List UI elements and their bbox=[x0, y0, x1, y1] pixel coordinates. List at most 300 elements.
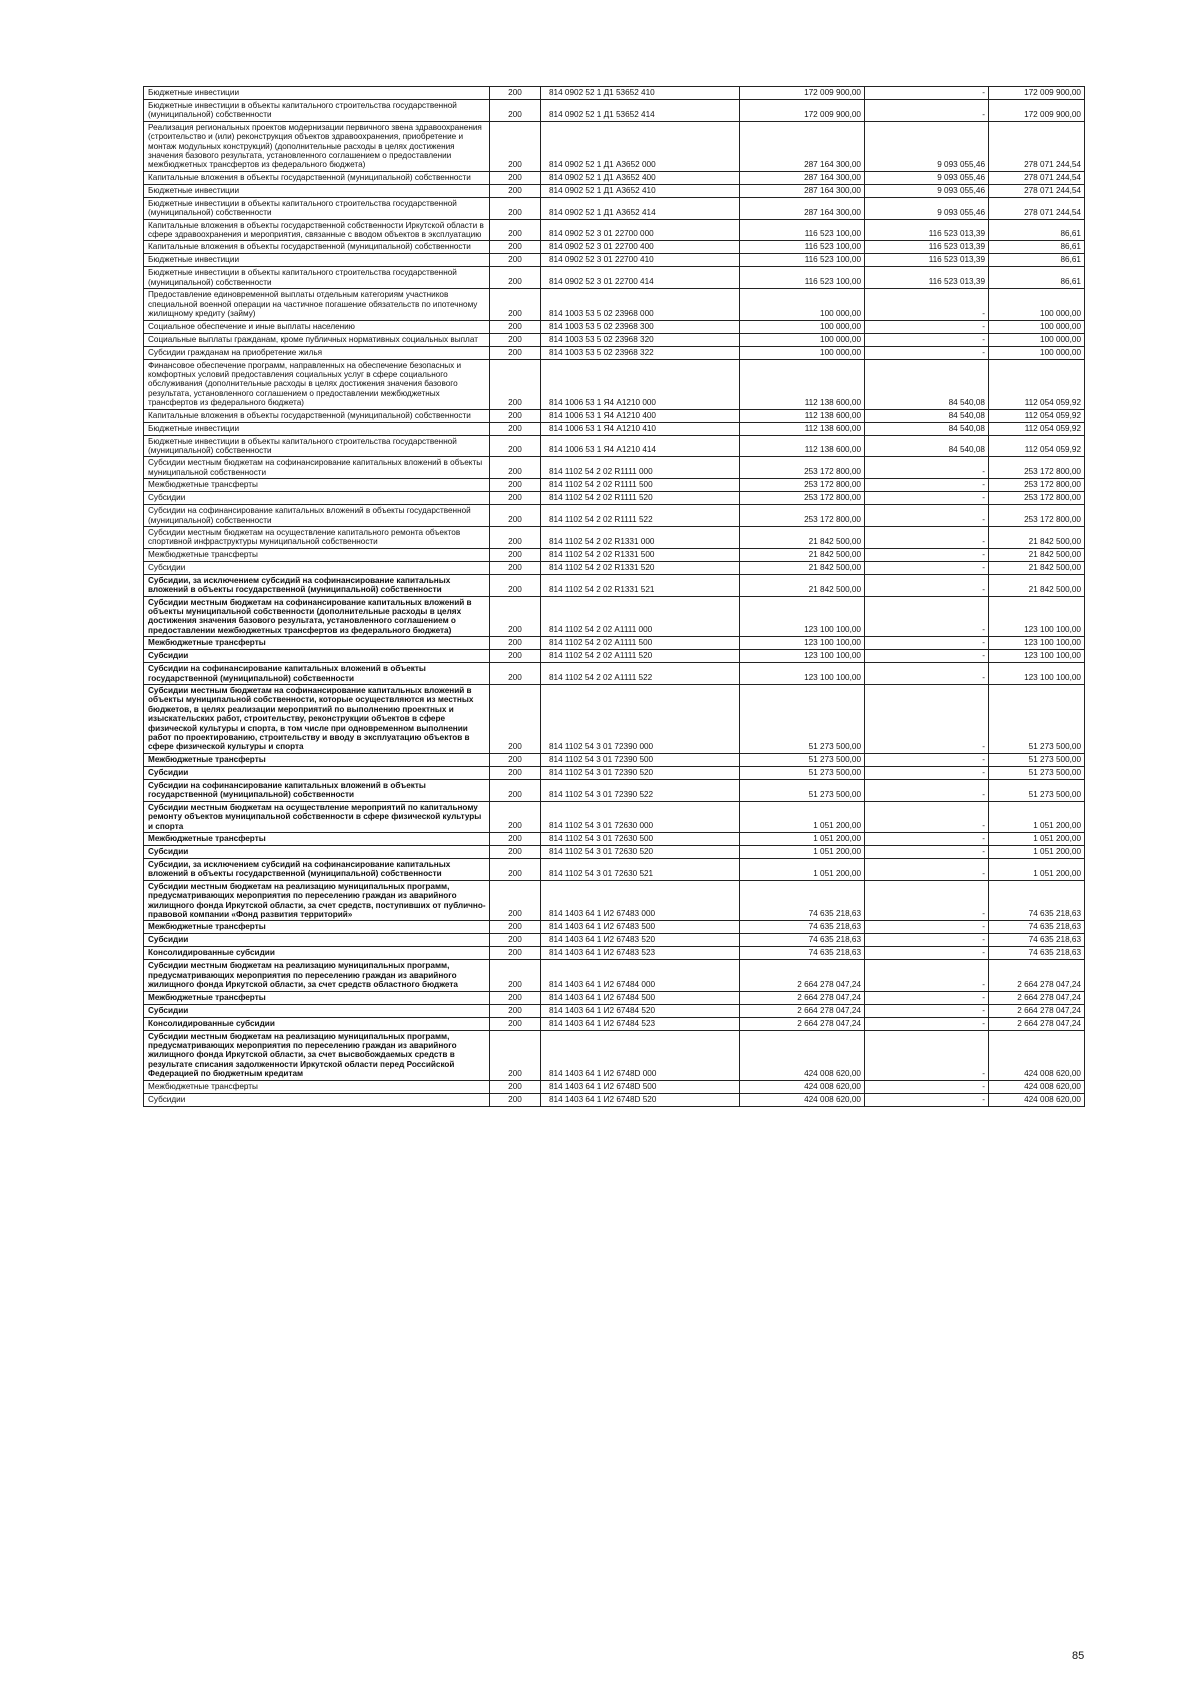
row-admin-code-cell: 200 bbox=[490, 320, 541, 333]
row-approved-amount-cell: 21 842 500,00 bbox=[740, 561, 865, 574]
row-admin-code-cell: 200 bbox=[490, 548, 541, 561]
table-row bbox=[144, 596, 1085, 637]
row-unexecuted-amount-cell: 100 000,00 bbox=[989, 289, 1085, 320]
row-admin-code-cell: 200 bbox=[490, 87, 541, 100]
table-row bbox=[144, 548, 1085, 561]
row-budget-code-cell: 814 1006 53 1 Я4 А1210 000 bbox=[541, 359, 740, 409]
row-budget-code-cell: 814 1403 64 1 И2 67483 500 bbox=[541, 921, 740, 934]
row-admin-code-cell: 200 bbox=[490, 685, 541, 754]
row-admin-code-cell: 200 bbox=[490, 457, 541, 479]
row-budget-code-cell: 814 1102 54 3 01 72630 500 bbox=[541, 832, 740, 845]
row-admin-code-cell: 200 bbox=[490, 409, 541, 422]
row-executed-amount-cell: - bbox=[865, 505, 989, 527]
row-budget-code-cell: 814 1403 64 1 И2 6748D 520 bbox=[541, 1093, 740, 1106]
row-budget-code-cell: 814 1403 64 1 И2 67483 523 bbox=[541, 947, 740, 960]
table-row bbox=[144, 921, 1085, 934]
table-row bbox=[144, 845, 1085, 858]
row-executed-amount-cell: 84 540,08 bbox=[865, 409, 989, 422]
row-budget-code-cell: 814 1102 54 2 02 А1111 500 bbox=[541, 637, 740, 650]
row-budget-code-cell: 814 0902 52 1 Д1 А3652 414 bbox=[541, 197, 740, 219]
row-budget-code-cell: 814 1102 54 2 02 R1331 520 bbox=[541, 561, 740, 574]
row-executed-amount-cell: - bbox=[865, 333, 989, 346]
row-budget-code-cell: 814 1102 54 3 01 72390 522 bbox=[541, 779, 740, 801]
row-budget-code-cell: 814 1403 64 1 И2 67483 000 bbox=[541, 880, 740, 921]
row-approved-amount-cell: 253 172 800,00 bbox=[740, 479, 865, 492]
row-unexecuted-amount-cell: 278 071 244,54 bbox=[989, 184, 1085, 197]
row-unexecuted-amount-cell: 253 172 800,00 bbox=[989, 457, 1085, 479]
row-unexecuted-amount-cell: 424 008 620,00 bbox=[989, 1093, 1085, 1106]
row-admin-code-cell: 200 bbox=[490, 289, 541, 320]
row-approved-amount-cell: 123 100 100,00 bbox=[740, 596, 865, 637]
row-name-cell: Межбюджетные трансферты bbox=[144, 548, 490, 561]
row-approved-amount-cell: 21 842 500,00 bbox=[740, 574, 865, 596]
row-executed-amount-cell: 9 093 055,46 bbox=[865, 171, 989, 184]
row-unexecuted-amount-cell: 2 664 278 047,24 bbox=[989, 1017, 1085, 1030]
table-row bbox=[144, 991, 1085, 1004]
table-row bbox=[144, 435, 1085, 457]
row-unexecuted-amount-cell: 123 100 100,00 bbox=[989, 596, 1085, 637]
table-row bbox=[144, 880, 1085, 921]
table-row bbox=[144, 1080, 1085, 1093]
table-row bbox=[144, 346, 1085, 359]
row-admin-code-cell: 200 bbox=[490, 1080, 541, 1093]
row-executed-amount-cell: - bbox=[865, 880, 989, 921]
row-unexecuted-amount-cell: 51 273 500,00 bbox=[989, 779, 1085, 801]
row-admin-code-cell: 200 bbox=[490, 1093, 541, 1106]
row-executed-amount-cell: 84 540,08 bbox=[865, 435, 989, 457]
row-unexecuted-amount-cell: 1 051 200,00 bbox=[989, 858, 1085, 880]
row-name-cell: Межбюджетные трансферты bbox=[144, 1080, 490, 1093]
row-unexecuted-amount-cell: 2 664 278 047,24 bbox=[989, 1004, 1085, 1017]
row-unexecuted-amount-cell: 51 273 500,00 bbox=[989, 753, 1085, 766]
row-executed-amount-cell: 84 540,08 bbox=[865, 422, 989, 435]
row-name-cell: Финансовое обеспечение программ, направленных на обеспечение безопасных и комфортных условий предоставления социальных услуг в сфере социального обслуживания (дополнительные расходы в целях достижения значения базового результата, установленного соглашением о предоставлении межбюджетных трансфертов из федерального бюджета) bbox=[144, 359, 490, 409]
row-name-cell: Субсидии, за исключением субсидий на софинансирование капитальных вложений в объекты государственной (муниципальной) собственности bbox=[144, 574, 490, 596]
row-executed-amount-cell: - bbox=[865, 289, 989, 320]
row-executed-amount-cell: 9 093 055,46 bbox=[865, 197, 989, 219]
table-row bbox=[144, 492, 1085, 505]
row-approved-amount-cell: 287 164 300,00 bbox=[740, 197, 865, 219]
row-approved-amount-cell: 100 000,00 bbox=[740, 320, 865, 333]
row-executed-amount-cell: 84 540,08 bbox=[865, 359, 989, 409]
table-row bbox=[144, 479, 1085, 492]
row-budget-code-cell: 814 1102 54 3 01 72390 000 bbox=[541, 685, 740, 754]
row-name-cell: Бюджетные инвестиции bbox=[144, 184, 490, 197]
row-unexecuted-amount-cell: 278 071 244,54 bbox=[989, 171, 1085, 184]
row-executed-amount-cell: 116 523 013,39 bbox=[865, 241, 989, 254]
row-admin-code-cell: 200 bbox=[490, 505, 541, 527]
row-budget-code-cell: 814 1102 54 2 02 А1111 000 bbox=[541, 596, 740, 637]
row-unexecuted-amount-cell: 278 071 244,54 bbox=[989, 121, 1085, 171]
row-unexecuted-amount-cell: 51 273 500,00 bbox=[989, 685, 1085, 754]
row-budget-code-cell: 814 1006 53 1 Я4 А1210 414 bbox=[541, 435, 740, 457]
row-unexecuted-amount-cell: 123 100 100,00 bbox=[989, 663, 1085, 685]
row-unexecuted-amount-cell: 2 664 278 047,24 bbox=[989, 991, 1085, 1004]
table-row bbox=[144, 574, 1085, 596]
row-approved-amount-cell: 21 842 500,00 bbox=[740, 548, 865, 561]
row-name-cell: Субсидии bbox=[144, 650, 490, 663]
row-admin-code-cell: 200 bbox=[490, 650, 541, 663]
row-name-cell: Субсидии bbox=[144, 934, 490, 947]
row-admin-code-cell: 200 bbox=[490, 1004, 541, 1017]
row-name-cell: Субсидии местным бюджетам на реализацию муниципальных программ, предусматривающих мероприятия по переселению граждан из аварийного жилищного фонда Иркутской области, за счет средств, поступивших от публично-правовой компании «Фонд развития территорий» bbox=[144, 880, 490, 921]
row-approved-amount-cell: 2 664 278 047,24 bbox=[740, 960, 865, 991]
row-unexecuted-amount-cell: 424 008 620,00 bbox=[989, 1080, 1085, 1093]
table-row bbox=[144, 960, 1085, 991]
row-budget-code-cell: 814 1403 64 1 И2 67484 000 bbox=[541, 960, 740, 991]
row-budget-code-cell: 814 0902 52 3 01 22700 400 bbox=[541, 241, 740, 254]
row-admin-code-cell: 200 bbox=[490, 574, 541, 596]
row-admin-code-cell: 200 bbox=[490, 801, 541, 832]
row-name-cell: Субсидии на софинансирование капитальных вложений в объекты государственной (муниципальной) собственности bbox=[144, 505, 490, 527]
row-executed-amount-cell: - bbox=[865, 526, 989, 548]
row-name-cell: Субсидии местным бюджетам на реализацию муниципальных программ, предусматривающих мероприятия по переселению граждан из аварийного жилищного фонда Иркутской области, за счет средств областного бюджета bbox=[144, 960, 490, 991]
row-name-cell: Консолидированные субсидии bbox=[144, 1017, 490, 1030]
row-name-cell: Бюджетные инвестиции в объекты капитального строительства государственной (муниципальной) собственности bbox=[144, 197, 490, 219]
row-budget-code-cell: 814 1102 54 3 01 72630 520 bbox=[541, 845, 740, 858]
page-number: 85 bbox=[1072, 1650, 1085, 1662]
row-budget-code-cell: 814 0902 52 3 01 22700 000 bbox=[541, 219, 740, 241]
row-budget-code-cell: 814 1102 54 2 02 А1111 520 bbox=[541, 650, 740, 663]
row-admin-code-cell: 200 bbox=[490, 254, 541, 267]
row-unexecuted-amount-cell: 123 100 100,00 bbox=[989, 650, 1085, 663]
row-approved-amount-cell: 74 635 218,63 bbox=[740, 947, 865, 960]
row-unexecuted-amount-cell: 172 009 900,00 bbox=[989, 100, 1085, 122]
row-admin-code-cell: 200 bbox=[490, 766, 541, 779]
row-unexecuted-amount-cell: 86,61 bbox=[989, 267, 1085, 289]
row-approved-amount-cell: 51 273 500,00 bbox=[740, 685, 865, 754]
row-name-cell: Бюджетные инвестиции bbox=[144, 254, 490, 267]
table-row bbox=[144, 650, 1085, 663]
row-name-cell: Социальные выплаты гражданам, кроме публичных нормативных социальных выплат bbox=[144, 333, 490, 346]
row-unexecuted-amount-cell: 74 635 218,63 bbox=[989, 921, 1085, 934]
row-executed-amount-cell: - bbox=[865, 1017, 989, 1030]
row-admin-code-cell: 200 bbox=[490, 171, 541, 184]
table-row bbox=[144, 753, 1085, 766]
row-budget-code-cell: 814 0902 52 1 Д1 А3652 000 bbox=[541, 121, 740, 171]
row-name-cell: Межбюджетные трансферты bbox=[144, 991, 490, 1004]
row-unexecuted-amount-cell: 86,61 bbox=[989, 241, 1085, 254]
row-unexecuted-amount-cell: 253 172 800,00 bbox=[989, 479, 1085, 492]
row-admin-code-cell: 200 bbox=[490, 663, 541, 685]
row-name-cell: Субсидии гражданам на приобретение жилья bbox=[144, 346, 490, 359]
row-name-cell: Субсидии местным бюджетам на осуществление капитального ремонта объектов спортивной инфраструктуры муниципальной собственности bbox=[144, 526, 490, 548]
row-budget-code-cell: 814 1403 64 1 И2 67484 500 bbox=[541, 991, 740, 1004]
row-name-cell: Межбюджетные трансферты bbox=[144, 753, 490, 766]
row-approved-amount-cell: 100 000,00 bbox=[740, 333, 865, 346]
row-budget-code-cell: 814 0902 52 1 Д1 53652 410 bbox=[541, 87, 740, 100]
row-approved-amount-cell: 1 051 200,00 bbox=[740, 858, 865, 880]
row-approved-amount-cell: 51 273 500,00 bbox=[740, 779, 865, 801]
row-approved-amount-cell: 424 008 620,00 bbox=[740, 1030, 865, 1080]
row-budget-code-cell: 814 1102 54 3 01 72630 000 bbox=[541, 801, 740, 832]
row-executed-amount-cell: - bbox=[865, 947, 989, 960]
row-approved-amount-cell: 21 842 500,00 bbox=[740, 526, 865, 548]
row-name-cell: Субсидии местным бюджетам на софинансирование капитальных вложений в объекты муниципальной собственности bbox=[144, 457, 490, 479]
row-executed-amount-cell: - bbox=[865, 766, 989, 779]
row-approved-amount-cell: 253 172 800,00 bbox=[740, 505, 865, 527]
table-row bbox=[144, 1004, 1085, 1017]
row-approved-amount-cell: 1 051 200,00 bbox=[740, 845, 865, 858]
row-executed-amount-cell: - bbox=[865, 479, 989, 492]
row-executed-amount-cell: - bbox=[865, 548, 989, 561]
row-approved-amount-cell: 253 172 800,00 bbox=[740, 457, 865, 479]
row-unexecuted-amount-cell: 1 051 200,00 bbox=[989, 845, 1085, 858]
table-row bbox=[144, 663, 1085, 685]
row-budget-code-cell: 814 1102 54 2 02 R1111 000 bbox=[541, 457, 740, 479]
row-admin-code-cell: 200 bbox=[490, 637, 541, 650]
table-row bbox=[144, 289, 1085, 320]
row-name-cell: Субсидии местным бюджетам на софинансирование капитальных вложений в объекты муниципальной собственности (дополнительные расходы в целях достижения значения базового результата, установленного соглашением о предоставлении межбюджетных трансфертов из федерального бюджета) bbox=[144, 596, 490, 637]
row-unexecuted-amount-cell: 278 071 244,54 bbox=[989, 197, 1085, 219]
row-budget-code-cell: 814 0902 52 1 Д1 А3652 400 bbox=[541, 171, 740, 184]
table-row bbox=[144, 320, 1085, 333]
row-name-cell: Субсидии bbox=[144, 766, 490, 779]
budget-execution-table bbox=[143, 86, 1085, 1107]
row-admin-code-cell: 200 bbox=[490, 1017, 541, 1030]
row-name-cell: Субсидии местным бюджетам на осуществление мероприятий по капитальному ремонту объектов муниципальной собственности в сфере физической культуры и спорта bbox=[144, 801, 490, 832]
row-executed-amount-cell: - bbox=[865, 1004, 989, 1017]
row-approved-amount-cell: 1 051 200,00 bbox=[740, 801, 865, 832]
row-approved-amount-cell: 287 164 300,00 bbox=[740, 184, 865, 197]
table-row bbox=[144, 197, 1085, 219]
row-approved-amount-cell: 51 273 500,00 bbox=[740, 766, 865, 779]
row-executed-amount-cell: - bbox=[865, 685, 989, 754]
table-row bbox=[144, 685, 1085, 754]
row-unexecuted-amount-cell: 21 842 500,00 bbox=[989, 574, 1085, 596]
row-unexecuted-amount-cell: 51 273 500,00 bbox=[989, 766, 1085, 779]
table-row bbox=[144, 333, 1085, 346]
row-name-cell: Субсидии на софинансирование капитальных вложений в объекты государственной (муниципальной) собственности bbox=[144, 663, 490, 685]
row-budget-code-cell: 814 1003 53 5 02 23968 320 bbox=[541, 333, 740, 346]
table-row bbox=[144, 1093, 1085, 1106]
row-budget-code-cell: 814 1003 53 5 02 23968 322 bbox=[541, 346, 740, 359]
row-name-cell: Субсидии bbox=[144, 1093, 490, 1106]
row-approved-amount-cell: 172 009 900,00 bbox=[740, 87, 865, 100]
row-admin-code-cell: 200 bbox=[490, 845, 541, 858]
row-admin-code-cell: 200 bbox=[490, 333, 541, 346]
row-approved-amount-cell: 116 523 100,00 bbox=[740, 219, 865, 241]
row-unexecuted-amount-cell: 253 172 800,00 bbox=[989, 492, 1085, 505]
row-approved-amount-cell: 116 523 100,00 bbox=[740, 254, 865, 267]
row-admin-code-cell: 200 bbox=[490, 197, 541, 219]
table-row bbox=[144, 832, 1085, 845]
row-name-cell: Бюджетные инвестиции в объекты капитального строительства государственной (муниципальной) собственности bbox=[144, 267, 490, 289]
row-admin-code-cell: 200 bbox=[490, 753, 541, 766]
row-executed-amount-cell: - bbox=[865, 1093, 989, 1106]
row-admin-code-cell: 200 bbox=[490, 121, 541, 171]
row-budget-code-cell: 814 1006 53 1 Я4 А1210 400 bbox=[541, 409, 740, 422]
row-approved-amount-cell: 112 138 600,00 bbox=[740, 359, 865, 409]
row-budget-code-cell: 814 1006 53 1 Я4 А1210 410 bbox=[541, 422, 740, 435]
row-name-cell: Субсидии bbox=[144, 1004, 490, 1017]
row-budget-code-cell: 814 1102 54 2 02 R1111 522 bbox=[541, 505, 740, 527]
row-admin-code-cell: 200 bbox=[490, 934, 541, 947]
row-name-cell: Субсидии bbox=[144, 845, 490, 858]
row-budget-code-cell: 814 1102 54 2 02 R1331 521 bbox=[541, 574, 740, 596]
row-approved-amount-cell: 100 000,00 bbox=[740, 346, 865, 359]
row-executed-amount-cell: - bbox=[865, 320, 989, 333]
row-approved-amount-cell: 116 523 100,00 bbox=[740, 241, 865, 254]
row-admin-code-cell: 200 bbox=[490, 219, 541, 241]
row-executed-amount-cell: - bbox=[865, 637, 989, 650]
row-admin-code-cell: 200 bbox=[490, 100, 541, 122]
row-admin-code-cell: 200 bbox=[490, 241, 541, 254]
table-row bbox=[144, 457, 1085, 479]
row-admin-code-cell: 200 bbox=[490, 1030, 541, 1080]
row-executed-amount-cell: 116 523 013,39 bbox=[865, 254, 989, 267]
row-executed-amount-cell: - bbox=[865, 832, 989, 845]
row-name-cell: Субсидии bbox=[144, 492, 490, 505]
row-approved-amount-cell: 112 138 600,00 bbox=[740, 435, 865, 457]
row-admin-code-cell: 200 bbox=[490, 880, 541, 921]
table-row bbox=[144, 254, 1085, 267]
row-approved-amount-cell: 1 051 200,00 bbox=[740, 832, 865, 845]
row-budget-code-cell: 814 1102 54 3 01 72630 521 bbox=[541, 858, 740, 880]
row-approved-amount-cell: 112 138 600,00 bbox=[740, 422, 865, 435]
row-unexecuted-amount-cell: 112 054 059,92 bbox=[989, 359, 1085, 409]
table-row bbox=[144, 637, 1085, 650]
row-name-cell: Предоставление единовременной выплаты отдельным категориям участников специальной военной операции на частичное погашение обязательств по ипотечному жилищному кредиту (займу) bbox=[144, 289, 490, 320]
row-admin-code-cell: 200 bbox=[490, 346, 541, 359]
row-unexecuted-amount-cell: 424 008 620,00 bbox=[989, 1030, 1085, 1080]
table-row bbox=[144, 87, 1085, 100]
table-row bbox=[144, 409, 1085, 422]
row-executed-amount-cell: - bbox=[865, 87, 989, 100]
row-name-cell: Субсидии, за исключением субсидий на софинансирование капитальных вложений в объекты государственной (муниципальной) собственности bbox=[144, 858, 490, 880]
row-unexecuted-amount-cell: 74 635 218,63 bbox=[989, 947, 1085, 960]
row-admin-code-cell: 200 bbox=[490, 596, 541, 637]
row-executed-amount-cell: - bbox=[865, 596, 989, 637]
row-budget-code-cell: 814 1003 53 5 02 23968 000 bbox=[541, 289, 740, 320]
row-admin-code-cell: 200 bbox=[490, 359, 541, 409]
row-approved-amount-cell: 74 635 218,63 bbox=[740, 880, 865, 921]
row-approved-amount-cell: 2 664 278 047,24 bbox=[740, 1017, 865, 1030]
row-unexecuted-amount-cell: 2 664 278 047,24 bbox=[989, 960, 1085, 991]
row-name-cell: Бюджетные инвестиции bbox=[144, 422, 490, 435]
row-name-cell: Консолидированные субсидии bbox=[144, 947, 490, 960]
row-admin-code-cell: 200 bbox=[490, 832, 541, 845]
row-executed-amount-cell: - bbox=[865, 1030, 989, 1080]
row-admin-code-cell: 200 bbox=[490, 184, 541, 197]
row-admin-code-cell: 200 bbox=[490, 991, 541, 1004]
row-name-cell: Межбюджетные трансферты bbox=[144, 479, 490, 492]
row-executed-amount-cell: - bbox=[865, 561, 989, 574]
table-row bbox=[144, 422, 1085, 435]
table-row bbox=[144, 526, 1085, 548]
row-name-cell: Субсидии местным бюджетам на реализацию муниципальных программ, предусматривающих мероприятия по переселению граждан из аварийного жилищного фонда Иркутской области, за счет высвобождаемых средств в результате списания задолженности Иркутской области перед Российской Федерацией по бюджетным кредитам bbox=[144, 1030, 490, 1080]
row-executed-amount-cell: 9 093 055,46 bbox=[865, 121, 989, 171]
row-admin-code-cell: 200 bbox=[490, 422, 541, 435]
row-executed-amount-cell: - bbox=[865, 1080, 989, 1093]
row-admin-code-cell: 200 bbox=[490, 526, 541, 548]
row-approved-amount-cell: 112 138 600,00 bbox=[740, 409, 865, 422]
row-budget-code-cell: 814 1102 54 2 02 А1111 522 bbox=[541, 663, 740, 685]
row-unexecuted-amount-cell: 74 635 218,63 bbox=[989, 880, 1085, 921]
row-approved-amount-cell: 51 273 500,00 bbox=[740, 753, 865, 766]
table-row bbox=[144, 121, 1085, 171]
table-row bbox=[144, 171, 1085, 184]
row-admin-code-cell: 200 bbox=[490, 779, 541, 801]
row-name-cell: Капитальные вложения в объекты государственной (муниципальной) собственности bbox=[144, 409, 490, 422]
row-budget-code-cell: 814 1102 54 2 02 R1111 500 bbox=[541, 479, 740, 492]
row-admin-code-cell: 200 bbox=[490, 479, 541, 492]
row-executed-amount-cell: - bbox=[865, 346, 989, 359]
row-budget-code-cell: 814 0902 52 1 Д1 53652 414 bbox=[541, 100, 740, 122]
row-name-cell: Реализация региональных проектов модернизации первичного звена здравоохранения (строительство и (или) реконструкция объектов здравоохранения, приобретение и монтаж модульных конструкций) (дополнительные расходы в целях достижения значения базового результата, установленного соглашением о предоставлении межбюджетных трансфертов из федерального бюджета) bbox=[144, 121, 490, 171]
row-budget-code-cell: 814 1102 54 3 01 72390 500 bbox=[541, 753, 740, 766]
row-admin-code-cell: 200 bbox=[490, 267, 541, 289]
table-row bbox=[144, 267, 1085, 289]
row-executed-amount-cell: - bbox=[865, 574, 989, 596]
table-row bbox=[144, 561, 1085, 574]
row-unexecuted-amount-cell: 112 054 059,92 bbox=[989, 422, 1085, 435]
row-name-cell: Межбюджетные трансферты bbox=[144, 921, 490, 934]
table-row bbox=[144, 505, 1085, 527]
table-row bbox=[144, 801, 1085, 832]
row-unexecuted-amount-cell: 21 842 500,00 bbox=[989, 526, 1085, 548]
row-unexecuted-amount-cell: 86,61 bbox=[989, 219, 1085, 241]
row-unexecuted-amount-cell: 112 054 059,92 bbox=[989, 409, 1085, 422]
row-executed-amount-cell: - bbox=[865, 779, 989, 801]
row-approved-amount-cell: 74 635 218,63 bbox=[740, 921, 865, 934]
row-name-cell: Субсидии bbox=[144, 561, 490, 574]
row-name-cell: Субсидии на софинансирование капитальных вложений в объекты государственной (муниципальной) собственности bbox=[144, 779, 490, 801]
row-name-cell: Бюджетные инвестиции bbox=[144, 87, 490, 100]
row-unexecuted-amount-cell: 21 842 500,00 bbox=[989, 561, 1085, 574]
row-admin-code-cell: 200 bbox=[490, 435, 541, 457]
table-row bbox=[144, 219, 1085, 241]
row-name-cell: Межбюджетные трансферты bbox=[144, 832, 490, 845]
row-executed-amount-cell: - bbox=[865, 921, 989, 934]
row-executed-amount-cell: 116 523 013,39 bbox=[865, 219, 989, 241]
row-executed-amount-cell: - bbox=[865, 991, 989, 1004]
row-name-cell: Бюджетные инвестиции в объекты капитального строительства государственной (муниципальной) собственности bbox=[144, 100, 490, 122]
row-name-cell: Социальное обеспечение и иные выплаты населению bbox=[144, 320, 490, 333]
row-approved-amount-cell: 116 523 100,00 bbox=[740, 267, 865, 289]
row-budget-code-cell: 814 1102 54 2 02 R1111 520 bbox=[541, 492, 740, 505]
row-budget-code-cell: 814 1403 64 1 И2 6748D 000 bbox=[541, 1030, 740, 1080]
row-budget-code-cell: 814 1403 64 1 И2 67483 520 bbox=[541, 934, 740, 947]
row-executed-amount-cell: - bbox=[865, 753, 989, 766]
row-executed-amount-cell: - bbox=[865, 650, 989, 663]
table-row bbox=[144, 359, 1085, 409]
row-approved-amount-cell: 123 100 100,00 bbox=[740, 663, 865, 685]
row-approved-amount-cell: 253 172 800,00 bbox=[740, 492, 865, 505]
table-row bbox=[144, 100, 1085, 122]
row-unexecuted-amount-cell: 1 051 200,00 bbox=[989, 801, 1085, 832]
row-budget-code-cell: 814 1403 64 1 И2 67484 520 bbox=[541, 1004, 740, 1017]
table-row bbox=[144, 858, 1085, 880]
row-unexecuted-amount-cell: 74 635 218,63 bbox=[989, 934, 1085, 947]
table-row bbox=[144, 766, 1085, 779]
row-budget-code-cell: 814 0902 52 1 Д1 А3652 410 bbox=[541, 184, 740, 197]
row-name-cell: Капитальные вложения в объекты государственной (муниципальной) собственности bbox=[144, 241, 490, 254]
row-approved-amount-cell: 2 664 278 047,24 bbox=[740, 991, 865, 1004]
row-approved-amount-cell: 424 008 620,00 bbox=[740, 1080, 865, 1093]
row-approved-amount-cell: 287 164 300,00 bbox=[740, 121, 865, 171]
row-budget-code-cell: 814 1003 53 5 02 23968 300 bbox=[541, 320, 740, 333]
row-executed-amount-cell: - bbox=[865, 858, 989, 880]
row-unexecuted-amount-cell: 112 054 059,92 bbox=[989, 435, 1085, 457]
row-executed-amount-cell: - bbox=[865, 100, 989, 122]
row-admin-code-cell: 200 bbox=[490, 858, 541, 880]
row-approved-amount-cell: 2 664 278 047,24 bbox=[740, 1004, 865, 1017]
table-row bbox=[144, 1017, 1085, 1030]
row-budget-code-cell: 814 0902 52 3 01 22700 414 bbox=[541, 267, 740, 289]
row-approved-amount-cell: 123 100 100,00 bbox=[740, 650, 865, 663]
row-name-cell: Межбюджетные трансферты bbox=[144, 637, 490, 650]
